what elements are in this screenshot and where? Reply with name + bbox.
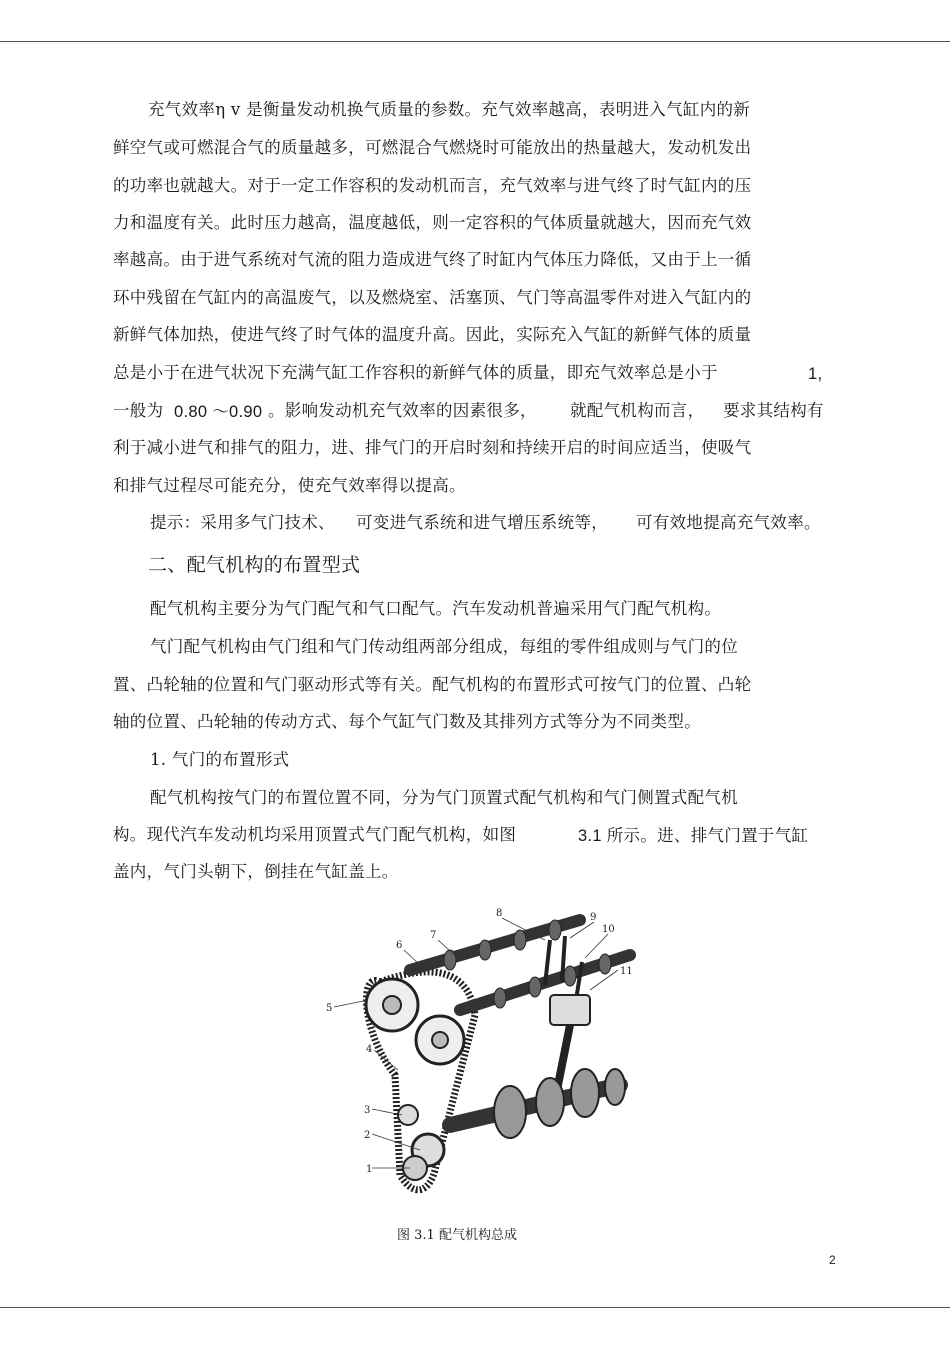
figure-label: 2 bbox=[364, 1130, 371, 1141]
valve-train-figure bbox=[320, 900, 650, 1200]
figure-label: 6 bbox=[396, 940, 403, 951]
text-line: 盖内，气门头朝下，倒挂在气缸盖上。 bbox=[113, 862, 399, 881]
figure-label: 3 bbox=[364, 1105, 371, 1116]
header-rule bbox=[0, 41, 950, 42]
text-fragment: 要求其结构有 bbox=[723, 401, 824, 420]
text-fragment: 就配气机构而言， bbox=[570, 401, 705, 420]
text-fragment: 1, bbox=[808, 365, 823, 383]
tip-text: 提示：采用多气门技术、 bbox=[150, 513, 335, 532]
figure-label: 4 bbox=[366, 1044, 373, 1055]
figure-label: 5 bbox=[326, 1003, 333, 1014]
page-number: 2 bbox=[829, 1253, 836, 1267]
text-line: 的功率也就越大。对于一定工作容积的发动机而言，充气效率与进气终了时气缸内的压 bbox=[113, 176, 752, 195]
text-fragment: 3.1 所示。进、排气门置于气缸 bbox=[578, 827, 809, 845]
text-line: 轴的位置、凸轮轴的传动方式、每个气缸气门数及其排列方式等分为不同类型。 bbox=[113, 712, 701, 731]
text-line: 充气效率η v 是衡量发动机换气质量的参数。充气效率越高，表明进入气缸内的新 bbox=[148, 100, 751, 119]
text-fragment: 构。现代汽车发动机均采用顶置式气门配气机构，如图 bbox=[113, 825, 517, 844]
text-fragment: 一般为 bbox=[113, 401, 164, 420]
footer-rule bbox=[0, 1307, 950, 1308]
tip-text: 可有效地提高充气效率。 bbox=[636, 513, 821, 532]
text-line: 配气机构主要分为气门配气和气口配气。汽车发动机普遍采用气门配气机构。 bbox=[150, 599, 722, 618]
text-line: 新鲜气体加热，使进气终了时气体的温度升高。因此，实际充入气缸的新鲜气体的质量 bbox=[113, 325, 752, 344]
figure-label: 9 bbox=[590, 912, 597, 923]
figure-caption: 图 3.1 配气机构总成 bbox=[397, 1228, 517, 1243]
figure-label: 8 bbox=[496, 908, 503, 919]
text-line: 率越高。由于进气系统对气流的阻力造成进气终了时缸内气体压力降低，又由于上一循 bbox=[113, 250, 752, 269]
figure-label: 11 bbox=[620, 966, 633, 977]
tip-text: 可变进气系统和进气增压系统等， bbox=[356, 513, 608, 532]
text-line: 置、凸轮轴的位置和气门驱动形式等有关。配气机构的布置形式可按气门的位置、凸轮 bbox=[113, 675, 752, 694]
figure-label: 7 bbox=[430, 930, 437, 941]
text-line: 总是小于在进气状况下充满气缸工作容积的新鲜气体的质量，即充气效率总是小于 bbox=[113, 363, 718, 382]
text-line: 力和温度有关。此时压力越高，温度越低，则一定容积的气体质量就越大，因而充气效 bbox=[113, 213, 752, 232]
text-line: 环中残留在气缸内的高温废气，以及燃烧室、活塞顶、气门等高温零件对进入气缸内的 bbox=[113, 288, 752, 307]
section-heading: 二、配气机构的布置型式 bbox=[148, 554, 361, 576]
subheading: 1. 气门的布置形式 bbox=[150, 750, 290, 769]
text-line: 鲜空气或可燃混合气的质量越多，可燃混合气燃烧时可能放出的热量越大，发动机发出 bbox=[113, 138, 752, 157]
text-line: 和排气过程尽可能充分，使充气效率得以提高。 bbox=[113, 476, 466, 495]
text-line: 配气机构按气门的布置位置不同，分为气门顶置式配气机构和气门侧置式配气机 bbox=[150, 788, 738, 807]
figure-label: 10 bbox=[602, 924, 615, 935]
text-fragment: 0.80 ～0.90 bbox=[174, 403, 263, 421]
text-line: 气门配气机构由气门组和气门传动组两部分组成，每组的零件组成则与气门的位 bbox=[150, 637, 738, 656]
text-line: 利于减小进气和排气的阻力，进、排气门的开启时刻和持续开启的时间应适当，使吸气 bbox=[113, 438, 752, 457]
text-fragment: 。影响发动机充气效率的因素很多， bbox=[268, 401, 537, 420]
figure-label: 1 bbox=[366, 1164, 373, 1175]
